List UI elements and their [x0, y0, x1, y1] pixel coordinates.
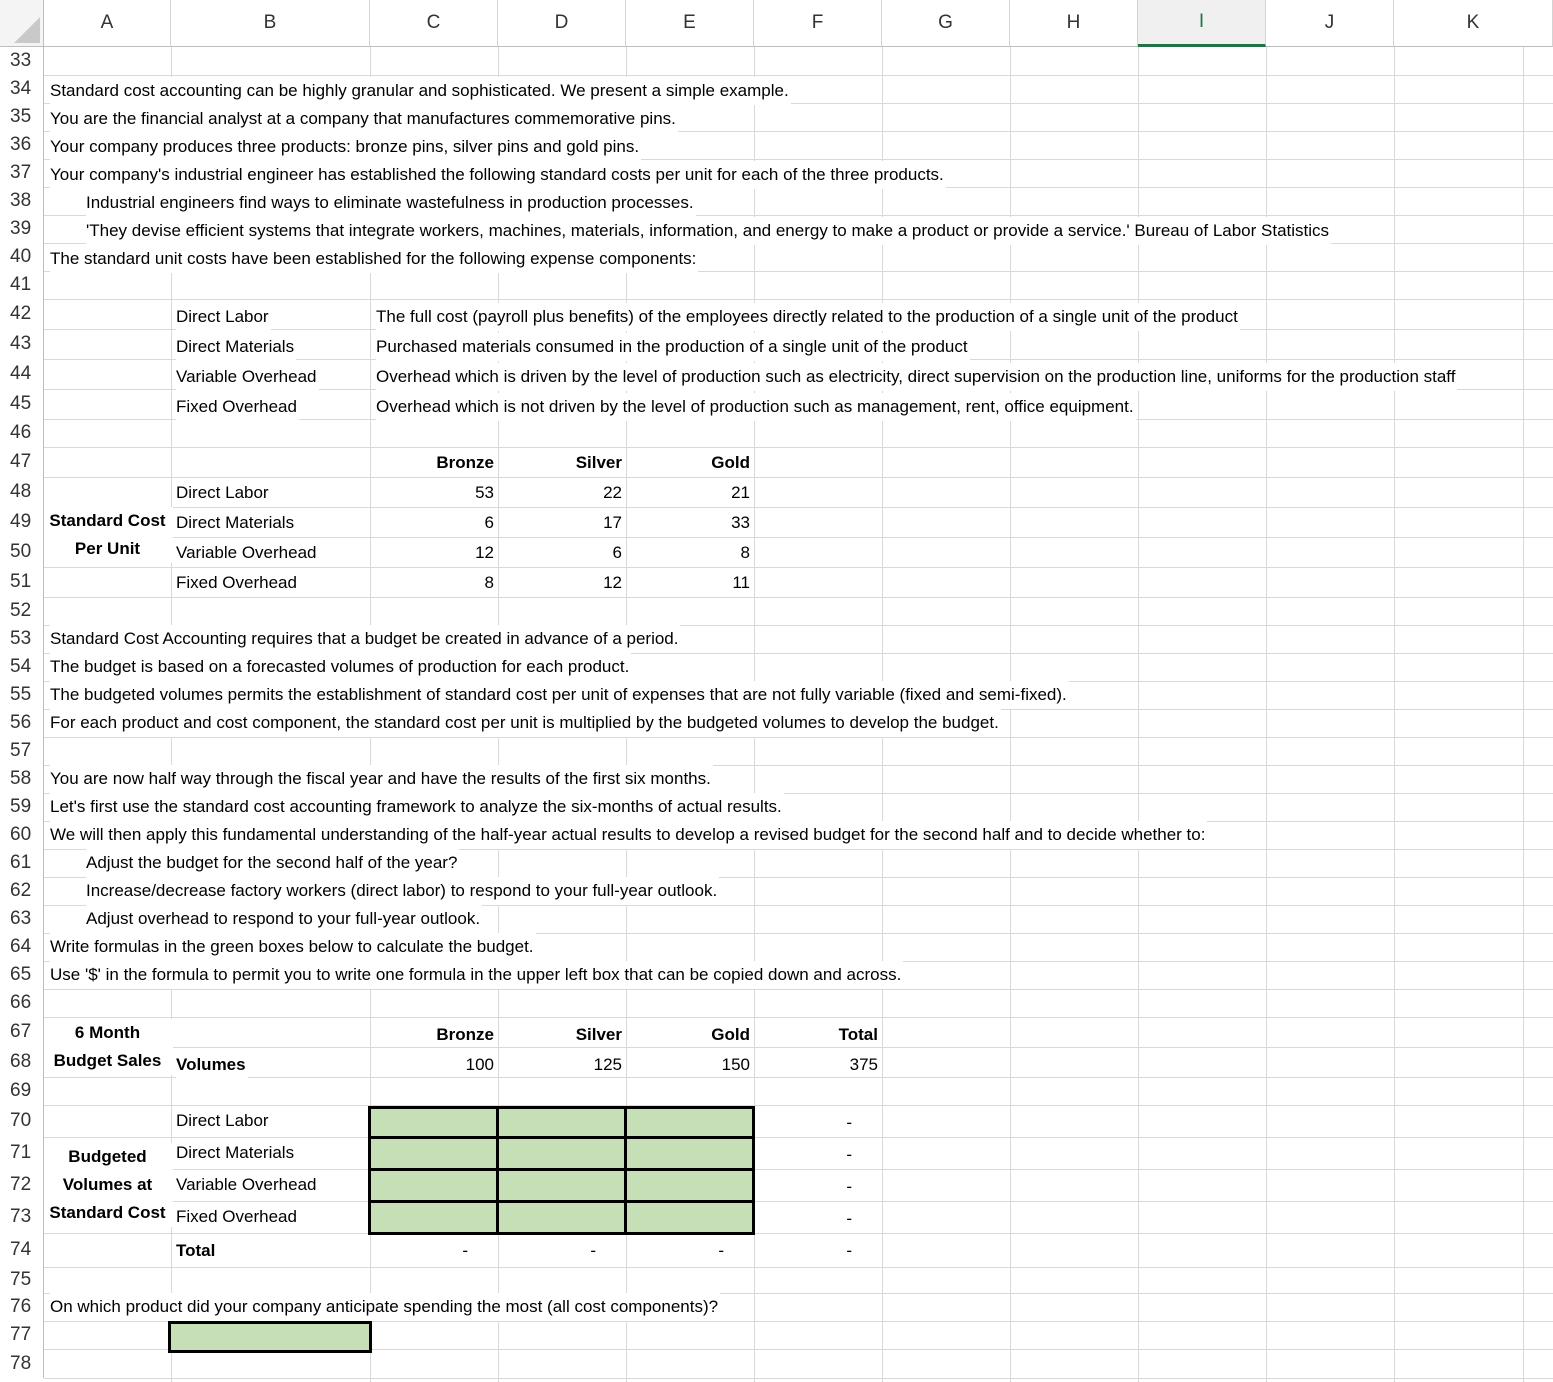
text-row-61[interactable]: Adjust the budget for the second half of the year? — [86, 849, 459, 877]
grid-vline — [1266, 47, 1267, 1382]
row-header-66[interactable]: 66 — [0, 989, 44, 1017]
row-header-71[interactable]: 71 — [0, 1137, 44, 1169]
row-header-50[interactable]: 50 — [0, 537, 44, 567]
text-row-53[interactable]: Standard Cost Accounting requires that a budget be created in advance of a period. — [50, 625, 680, 653]
budgeted-label-3[interactable]: Standard Cost — [44, 1199, 173, 1227]
grid-hline — [44, 537, 1553, 538]
grid-hline — [44, 1378, 1553, 1379]
total-all[interactable]: - — [846, 1241, 852, 1260]
column-header-h[interactable]: H — [1010, 0, 1138, 47]
row-header-64[interactable]: 64 — [0, 933, 44, 961]
grid-hline — [44, 299, 1553, 300]
row-header-38[interactable]: 38 — [0, 187, 44, 215]
std-value[interactable]: 8 — [484, 573, 494, 592]
input-fo-gold[interactable] — [624, 1200, 755, 1235]
row-header-48[interactable]: 48 — [0, 477, 44, 507]
grid-hline — [44, 597, 1553, 598]
row-header-44[interactable]: 44 — [0, 359, 44, 389]
row-header-56[interactable]: 56 — [0, 709, 44, 737]
sales-label-1[interactable]: 6 Month — [44, 1019, 173, 1047]
row-header-40[interactable]: 40 — [0, 243, 44, 271]
row-header-47[interactable]: 47 — [0, 447, 44, 477]
grid-hline — [44, 1105, 1553, 1106]
std-cost-label-2[interactable]: Per Unit — [44, 535, 173, 563]
sales-header-bronze[interactable]: Bronze — [436, 1025, 494, 1044]
row-header-58[interactable]: 58 — [0, 765, 44, 793]
std-row-label[interactable]: Direct Materials — [176, 509, 296, 537]
std-header-silver[interactable]: Silver — [575, 453, 622, 472]
column-header-k[interactable]: K — [1394, 0, 1553, 47]
row-header-70[interactable]: 70 — [0, 1105, 44, 1137]
row-header-53[interactable]: 53 — [0, 625, 44, 653]
text-row-54[interactable]: The budget is based on a forecasted volumes of production for each product. — [50, 653, 631, 681]
std-row-label[interactable]: Fixed Overhead — [176, 569, 299, 597]
column-header-d[interactable]: D — [498, 0, 626, 47]
std-value[interactable]: 17 — [603, 513, 622, 532]
row-header-65[interactable]: 65 — [0, 961, 44, 989]
row-total-dm[interactable]: - — [846, 1145, 852, 1164]
sales-volume-bronze[interactable]: 100 — [465, 1055, 494, 1074]
row-header-67[interactable]: 67 — [0, 1017, 44, 1047]
grid-hline — [44, 1137, 1553, 1138]
std-value[interactable]: 12 — [475, 543, 494, 562]
component-name[interactable]: Fixed Overhead — [176, 393, 299, 421]
column-header-c[interactable]: C — [370, 0, 498, 47]
grid-hline — [44, 507, 1553, 508]
row-header-34[interactable]: 34 — [0, 75, 44, 103]
row-header-68[interactable]: 68 — [0, 1047, 44, 1077]
std-value[interactable]: 8 — [740, 543, 750, 562]
row-header-39[interactable]: 39 — [0, 215, 44, 243]
column-header-e[interactable]: E — [626, 0, 754, 47]
column-header-j[interactable]: J — [1266, 0, 1394, 47]
grid-hline — [44, 1201, 1553, 1202]
input-dm-silver[interactable] — [496, 1136, 627, 1171]
row-header-43[interactable]: 43 — [0, 329, 44, 359]
budgeted-row-label[interactable]: Variable Overhead — [176, 1171, 319, 1199]
row-header-49[interactable]: 49 — [0, 507, 44, 537]
row-header-74[interactable]: 74 — [0, 1233, 44, 1267]
select-all-triangle-icon — [14, 17, 40, 43]
std-value[interactable]: 22 — [603, 483, 622, 502]
grid-hline — [44, 567, 1553, 568]
component-desc[interactable]: Overhead which is driven by the level of production such as electricity, direct supervision on the production line, uniforms for the production staff — [376, 363, 1457, 391]
component-name[interactable]: Variable Overhead — [176, 363, 319, 391]
budgeted-row-label[interactable]: Direct Materials — [176, 1139, 296, 1167]
row-total-vo[interactable]: - — [846, 1177, 852, 1196]
row-header-46[interactable]: 46 — [0, 419, 44, 447]
input-dl-bronze[interactable] — [368, 1106, 499, 1139]
row-header-62[interactable]: 62 — [0, 877, 44, 905]
std-value[interactable]: 21 — [731, 483, 750, 502]
grid-hline — [44, 1169, 1553, 1170]
grid-hline — [44, 1233, 1553, 1234]
text-row-58[interactable]: You are now half way through the fiscal year and have the results of the first six months. — [50, 765, 713, 793]
std-row-label[interactable]: Direct Labor — [176, 479, 271, 507]
text-row-55[interactable]: The budgeted volumes permits the establishment of standard cost per unit of expenses that are not fully variable (fixed and semi-fixed). — [50, 681, 1069, 709]
row-header-36[interactable]: 36 — [0, 131, 44, 159]
grid-hline — [44, 75, 1553, 76]
input-dm-bronze[interactable] — [368, 1136, 499, 1171]
text-row-62[interactable]: Increase/decrease factory workers (direct labor) to respond to your full-year outlook. — [86, 877, 719, 905]
column-header-b[interactable]: B — [171, 0, 370, 47]
budgeted-label-2[interactable]: Volumes at — [44, 1171, 173, 1199]
column-header-i[interactable]: I — [1138, 0, 1266, 47]
budgeted-total-label[interactable]: Total — [176, 1237, 217, 1265]
row-header-77[interactable]: 77 — [0, 1321, 44, 1349]
component-desc[interactable]: The full cost (payroll plus benefits) of the employees directly related to the production of a single unit of the product — [376, 303, 1240, 331]
std-value[interactable]: 11 — [732, 573, 750, 592]
text-row-40[interactable]: The standard unit costs have been established for the following expense components: — [50, 245, 698, 273]
grid-hline — [44, 1267, 1553, 1268]
grid-hline — [44, 447, 1553, 448]
text-row-63[interactable]: Adjust overhead to respond to your full-year outlook. — [86, 905, 482, 933]
text-row-60[interactable]: We will then apply this fundamental understanding of the half-year actual results to develop a revised budget for the second half and to decide whether to: — [50, 821, 1207, 849]
input-vo-gold[interactable] — [624, 1168, 755, 1203]
row-total-fo[interactable]: - — [846, 1209, 852, 1228]
row-header-63[interactable]: 63 — [0, 905, 44, 933]
component-desc[interactable]: Overhead which is not driven by the level of production such as management, rent, office equipment. — [376, 393, 1136, 421]
grid-vline — [1138, 47, 1139, 1382]
std-row-label[interactable]: Variable Overhead — [176, 539, 319, 567]
sales-volume-gold[interactable]: 150 — [721, 1055, 750, 1074]
sales-label-2[interactable]: Budget Sales — [44, 1047, 173, 1075]
input-dl-silver[interactable] — [496, 1106, 627, 1139]
grid-hline — [44, 737, 1553, 738]
column-header-f[interactable]: F — [754, 0, 882, 47]
row-header-54[interactable]: 54 — [0, 653, 44, 681]
row-header-41[interactable]: 41 — [0, 271, 44, 299]
grid-hline — [44, 1017, 1553, 1018]
input-fo-silver[interactable] — [496, 1200, 627, 1235]
row-header-33[interactable]: 33 — [0, 47, 44, 75]
row-header-73[interactable]: 73 — [0, 1201, 44, 1233]
text-row-38[interactable]: Industrial engineers find ways to eliminate wastefulness in production processes. — [86, 189, 696, 217]
volumes-label[interactable]: Volumes — [176, 1051, 248, 1079]
budgeted-row-label[interactable]: Fixed Overhead — [176, 1203, 299, 1231]
select-all-corner[interactable] — [0, 0, 44, 47]
sales-volume-silver[interactable]: 125 — [593, 1055, 622, 1074]
text-row-39[interactable]: 'They devise efficient systems that integrate workers, machines, materials, information, and energy to make a product or provide a service.' Bureau of Labor Statistics — [86, 217, 1331, 245]
input-vo-bronze[interactable] — [368, 1168, 499, 1203]
question-text[interactable]: On which product did your company anticipate spending the most (all cost components)? — [50, 1293, 720, 1321]
component-desc[interactable]: Purchased materials consumed in the production of a single unit of the product — [376, 333, 970, 361]
sales-volume-total[interactable]: 375 — [849, 1055, 878, 1074]
std-cost-label-1[interactable]: Standard Cost — [44, 507, 173, 535]
text-row-36[interactable]: Your company produces three products: bronze pins, silver pins and gold pins. — [50, 133, 641, 161]
row-header-78[interactable]: 78 — [0, 1349, 44, 1378]
grid-vline — [1523, 47, 1524, 1382]
row-header-76[interactable]: 76 — [0, 1293, 44, 1321]
input-fo-bronze[interactable] — [368, 1200, 499, 1235]
total-bronze[interactable]: - — [462, 1241, 468, 1260]
text-row-65[interactable]: Use '$' in the formula to permit you to write one formula in the upper left box that can be copied down and across. — [50, 961, 903, 989]
sales-header-silver[interactable]: Silver — [575, 1025, 622, 1044]
text-row-56[interactable]: For each product and cost component, the standard cost per unit is multiplied by the budgeted volumes to develop the budget. — [50, 709, 1001, 737]
grid-hline — [44, 989, 1553, 990]
component-name[interactable]: Direct Labor — [176, 303, 271, 331]
row-header-69[interactable]: 69 — [0, 1077, 44, 1105]
row-header-51[interactable]: 51 — [0, 567, 44, 597]
sales-header-gold[interactable]: Gold — [711, 1025, 750, 1044]
row-header-55[interactable]: 55 — [0, 681, 44, 709]
row-header-72[interactable]: 72 — [0, 1169, 44, 1201]
row-header-37[interactable]: 37 — [0, 159, 44, 187]
row-header-75[interactable]: 75 — [0, 1267, 44, 1293]
row-header-57[interactable]: 57 — [0, 737, 44, 765]
input-dm-gold[interactable] — [624, 1136, 755, 1171]
text-row-59[interactable]: Let's first use the standard cost accounting framework to analyze the six-months of actual results. — [50, 793, 784, 821]
row-header-35[interactable]: 35 — [0, 103, 44, 131]
budgeted-label-1[interactable]: Budgeted — [44, 1143, 173, 1171]
row-header-61[interactable]: 61 — [0, 849, 44, 877]
row-header-45[interactable]: 45 — [0, 389, 44, 419]
grid-hline — [44, 477, 1553, 478]
row-header-52[interactable]: 52 — [0, 597, 44, 625]
column-header-a[interactable]: A — [44, 0, 171, 47]
std-value[interactable]: 53 — [475, 483, 494, 502]
std-header-bronze[interactable]: Bronze — [436, 453, 494, 472]
component-name[interactable]: Direct Materials — [176, 333, 296, 361]
row-header-59[interactable]: 59 — [0, 793, 44, 821]
std-value[interactable]: 33 — [731, 513, 750, 532]
row-header-60[interactable]: 60 — [0, 821, 44, 849]
std-value[interactable]: 12 — [603, 573, 622, 592]
text-row-34[interactable]: Standard cost accounting can be highly granular and sophisticated. We present a simple example. — [50, 77, 791, 105]
budgeted-row-label[interactable]: Direct Labor — [176, 1107, 271, 1135]
row-header-42[interactable]: 42 — [0, 299, 44, 329]
input-dl-gold[interactable] — [624, 1106, 755, 1139]
input-vo-silver[interactable] — [496, 1168, 627, 1203]
answer-input[interactable] — [168, 1321, 372, 1353]
text-row-35[interactable]: You are the financial analyst at a company that manufactures commemorative pins. — [50, 105, 678, 133]
total-silver[interactable]: - — [590, 1241, 596, 1260]
text-row-64[interactable]: Write formulas in the green boxes below to calculate the budget. — [50, 933, 536, 961]
sales-header-total[interactable]: Total — [838, 1025, 878, 1044]
row-total-dl[interactable]: - — [846, 1113, 852, 1132]
column-header-g[interactable]: G — [882, 0, 1010, 47]
total-gold[interactable]: - — [718, 1241, 724, 1260]
grid-vline — [1394, 47, 1395, 1382]
std-header-gold[interactable]: Gold — [711, 453, 750, 472]
text-row-37[interactable]: Your company's industrial engineer has established the following standard costs per unit for each of the three products. — [50, 161, 946, 189]
std-value[interactable]: 6 — [612, 543, 622, 562]
std-value[interactable]: 6 — [484, 513, 494, 532]
grid-vline — [1010, 47, 1011, 1382]
